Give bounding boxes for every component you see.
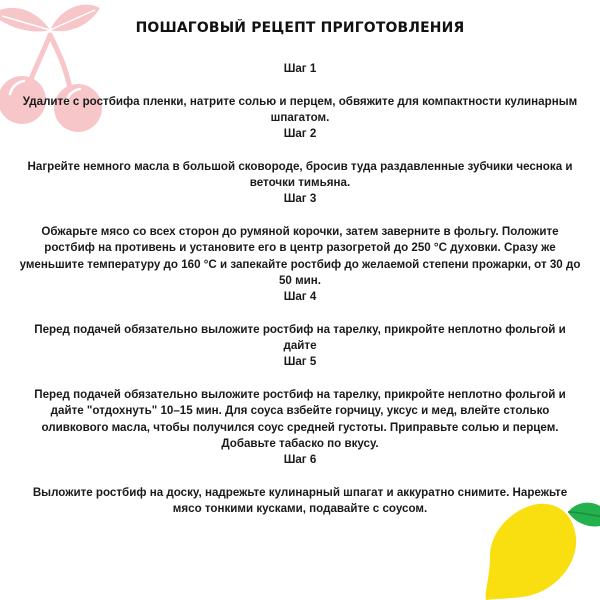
- step-5-text: Перед подачей обязательно выложите ростбиф на тарелку, прикройте неплотно фольгой и дайте "отдохнуть" 10–15 мин. Для соуса взбейте горчицу, уксус и мед, влейте столько оливкового масла, чтобы получился соус средней густоты. Приправьте солью и перцем. Добавьте табаско по вкусу.: [34, 387, 566, 450]
- step-3-label: Шаг 3: [283, 192, 317, 206]
- page-title: ПОШАГОВЫЙ РЕЦЕПТ ПРИГОТОВЛЕНИЯ: [135, 20, 465, 36]
- step-1-text: Удалите с ростбифа пленки, натрите солью и перцем, обвяжите для компактности кулинарным шпагатом.: [22, 94, 578, 124]
- step-3-text: Обжарьте мясо со всех сторон до румяной корочки, затем заверните в фольгу. Положите ростбиф на противень и установите его в центр разогретой до 250 °C духовки. Сразу же уменьшите температуру до 160 °C и запекайте ростбиф до желаемой степени прожарки, от 30 до 50 мин.: [19, 224, 581, 287]
- recipe-steps: [18, 61, 582, 517]
- step-6-text: Выложите ростбиф на доску, надрежьте кулинарный шпагат и аккуратно снимите. Нарежьте мясо тонкими кусками, подавайте с соусом.: [32, 485, 568, 516]
- step-4-text: Перед подачей обязательно выложите ростбиф на тарелку, прикройте неплотно фольгой и дайте: [34, 322, 566, 353]
- step-5-label: Шаг 5: [283, 355, 317, 369]
- lemon-illustration: [472, 498, 600, 600]
- step-6-label: Шаг 6: [283, 453, 317, 467]
- step-2-label: Шаг 2: [283, 127, 317, 141]
- step-1-label: Шаг 1: [283, 62, 317, 75]
- step-4-label: Шаг 4: [283, 290, 317, 304]
- step-2-text: Нагрейте немного масла в большой сковороде, бросив туда раздавленные зубчики чеснока и веточки тимьяна.: [27, 159, 573, 190]
